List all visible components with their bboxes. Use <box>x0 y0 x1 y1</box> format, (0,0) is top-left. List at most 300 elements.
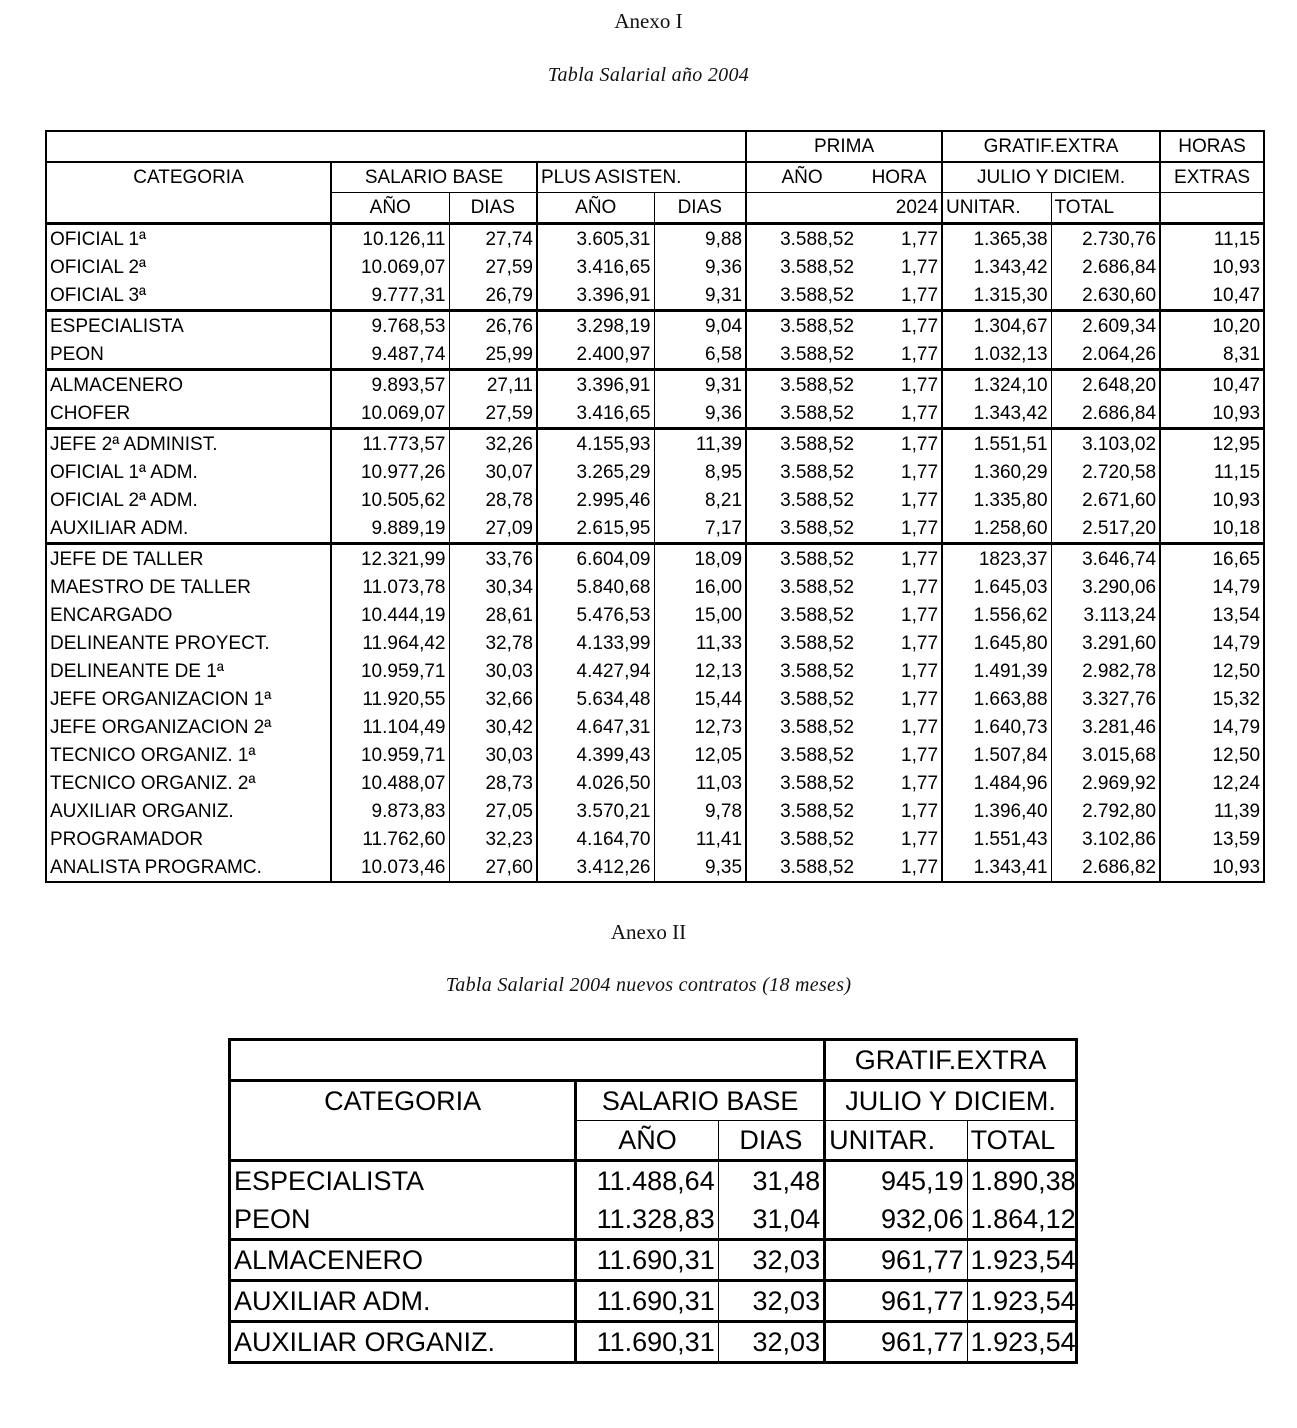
t1-value-cell: 1,77 <box>901 688 939 710</box>
t1-value-cell: 3.588,52 <box>746 281 857 311</box>
t1-value-cell: 9,35 <box>654 853 746 882</box>
t1-value-cell: 2.615,95 <box>537 514 654 544</box>
t2-value-cell: 1.923,54 <box>967 1322 1076 1363</box>
t1-value-cell: 4.155,93 <box>537 429 654 459</box>
t2-value-cell: 31,48 <box>718 1161 824 1201</box>
t1-value-cell: 28,78 <box>449 486 537 514</box>
t1-value-cell: 3.412,26 <box>537 853 654 882</box>
header-salario-base: SALARIO BASE <box>331 162 537 193</box>
t1-value-cell: 14,79 <box>1160 573 1264 601</box>
t1-value-cell: 3.281,46 <box>1051 713 1160 741</box>
t2-value-cell: 11.488,64 <box>576 1161 719 1201</box>
t1-value-cell: 1.556,62 <box>942 601 1051 629</box>
t1-category-cell: TECNICO ORGANIZ. 2ª <box>50 772 256 794</box>
t1-category-cell: PEON <box>50 343 104 365</box>
header-total: TOTAL <box>1051 193 1160 224</box>
t2-row <box>230 1200 1077 1240</box>
t1-value-cell: 2.686,84 <box>1051 253 1160 281</box>
t1-value-cell: 18,09 <box>654 544 746 574</box>
t1-value-cell: 11.920,55 <box>331 685 449 713</box>
t1-value-cell: 3.588,52 <box>746 825 857 853</box>
t1-value-cell: 16,00 <box>654 573 746 601</box>
t2-header-unitar: UNITAR. <box>825 1121 968 1161</box>
t1-value-cell: 12,24 <box>1160 769 1264 797</box>
t1-value-cell: 9,04 <box>654 311 746 341</box>
t1-value-cell: 1,77 <box>901 744 939 766</box>
t1-value-cell: 1,77 <box>901 800 939 822</box>
header-julio-diciembre: JULIO Y DICIEM. <box>942 162 1160 193</box>
t1-row <box>46 399 1264 429</box>
t1-value-cell: 1,77 <box>901 489 939 511</box>
t1-value-cell: 3.416,65 <box>537 399 654 429</box>
t1-value-cell: 12,50 <box>1160 741 1264 769</box>
t1-value-cell: 1.360,29 <box>942 458 1051 486</box>
t1-value-cell: 1.645,80 <box>942 629 1051 657</box>
t1-value-cell: 1.640,73 <box>942 713 1051 741</box>
salary-table-2004 <box>45 130 1265 883</box>
t2-header-salario-base: SALARIO BASE <box>576 1081 825 1121</box>
t1-value-cell: 10.073,46 <box>331 853 449 882</box>
t1-value-cell: 2.969,92 <box>1051 769 1160 797</box>
t1-value-cell: 12,95 <box>1160 429 1264 459</box>
header-extras: EXTRAS <box>1160 162 1264 193</box>
t1-value-cell: 6.604,09 <box>537 544 654 574</box>
t1-row <box>46 458 1264 486</box>
t1-value-cell: 11.964,42 <box>331 629 449 657</box>
header-prima: PRIMA <box>746 131 942 162</box>
t1-value-cell: 10.126,11 <box>331 224 449 254</box>
t2-header-blank <box>230 1040 825 1081</box>
t1-value-cell: 30,03 <box>449 657 537 685</box>
t1-value-cell: 32,66 <box>449 685 537 713</box>
t1-value-cell: 1,77 <box>901 402 939 424</box>
t1-row <box>46 486 1264 514</box>
t1-value-cell: 9,31 <box>654 281 746 311</box>
t1-value-cell: 3.588,52 <box>746 685 857 713</box>
header-horas: HORAS <box>1160 131 1264 162</box>
t1-value-cell: 10.959,71 <box>331 741 449 769</box>
t1-value-cell: 14,79 <box>1160 629 1264 657</box>
t1-value-cell: 15,32 <box>1160 685 1264 713</box>
header-categoria: CATEGORIA <box>46 162 331 193</box>
t2-value-cell: 1.923,54 <box>967 1281 1076 1322</box>
t1-category-cell: ANALISTA PROGRAMC. <box>50 856 262 878</box>
t2-value-cell: 32,03 <box>718 1240 824 1281</box>
t2-value-cell: 11.690,31 <box>576 1240 719 1281</box>
t1-value-cell: 3.588,52 <box>746 657 857 685</box>
t1-value-cell: 1,77 <box>857 370 942 400</box>
t1-value-cell: 8,31 <box>1160 340 1264 370</box>
t1-value-cell: 3.291,60 <box>1051 629 1160 657</box>
t1-value-cell: 2.730,76 <box>1051 224 1160 254</box>
header-blank <box>46 131 746 162</box>
t1-value-cell: 2.609,34 <box>1051 311 1160 341</box>
header-row-1 <box>46 131 1264 162</box>
t1-value-cell: 27,60 <box>449 853 537 882</box>
t1-value-cell: 9.777,31 <box>331 281 449 311</box>
t1-value-cell: 3.588,52 <box>746 486 857 514</box>
header-salario-dias: DIAS <box>449 193 537 224</box>
t1-value-cell: 10.444,19 <box>331 601 449 629</box>
t2-value-cell: 961,77 <box>825 1281 968 1322</box>
annex-2-subtitle: Tabla Salarial 2004 nuevos contratos (18 meses) <box>445 974 852 996</box>
t1-category-cell: JEFE ORGANIZACION 1ª <box>50 688 272 710</box>
t1-value-cell: 1.491,39 <box>942 657 1051 685</box>
t1-category-cell: CHOFER <box>50 402 131 424</box>
t1-value-cell: 1,77 <box>857 429 942 459</box>
t1-value-cell: 15,44 <box>654 685 746 713</box>
t1-value-cell: 5.476,53 <box>537 601 654 629</box>
t1-value-cell: 3.588,52 <box>746 629 857 657</box>
t1-value-cell: 4.164,70 <box>537 825 654 853</box>
t1-row <box>46 514 1264 544</box>
t1-value-cell: 7,17 <box>654 514 746 544</box>
t1-value-cell: 2.630,60 <box>1051 281 1160 311</box>
t2-value-cell: 32,03 <box>718 1281 824 1322</box>
t1-value-cell: 12,13 <box>654 657 746 685</box>
header-row-2 <box>46 162 1264 193</box>
t1-value-cell: 3.396,91 <box>537 370 654 400</box>
t2-value-cell: 11.690,31 <box>576 1322 719 1363</box>
t1-value-cell: 3.113,24 <box>1051 601 1160 629</box>
t1-category-cell: TECNICO ORGANIZ. 1ª <box>50 744 256 766</box>
t1-category-cell: ESPECIALISTA <box>46 311 331 341</box>
t1-value-cell: 10.977,26 <box>331 458 449 486</box>
t1-value-cell: 10,18 <box>1160 514 1264 544</box>
t1-value-cell: 3.646,74 <box>1051 544 1160 574</box>
t1-value-cell: 9.893,57 <box>331 370 449 400</box>
t1-value-cell: 27,59 <box>449 399 537 429</box>
t2-value-cell: 961,77 <box>825 1240 968 1281</box>
t1-value-cell: 10,93 <box>1160 486 1264 514</box>
t1-value-cell: 27,74 <box>449 224 537 254</box>
t2-value-cell: 932,06 <box>825 1200 968 1240</box>
annex-2-title: Anexo II <box>610 920 687 944</box>
t1-value-cell: 3.588,52 <box>746 544 857 574</box>
t1-value-cell: 5.840,68 <box>537 573 654 601</box>
t1-value-cell: 30,07 <box>449 458 537 486</box>
t1-value-cell: 3.588,52 <box>746 253 857 281</box>
t1-value-cell: 3.015,68 <box>1051 741 1160 769</box>
t1-value-cell: 3.588,52 <box>746 370 857 400</box>
t1-value-cell: 30,34 <box>449 573 537 601</box>
t1-value-cell: 1,77 <box>857 311 942 341</box>
t2-header-dias: DIAS <box>718 1121 824 1161</box>
t1-value-cell: 1.365,38 <box>942 224 1051 254</box>
t1-value-cell: 1,77 <box>901 856 939 878</box>
t2-header-row-2 <box>230 1081 1077 1121</box>
t1-value-cell: 2.686,82 <box>1051 853 1160 882</box>
t1-row <box>46 741 1264 769</box>
t1-value-cell: 3.298,19 <box>537 311 654 341</box>
t1-value-cell: 1.304,67 <box>942 311 1051 341</box>
t1-value-cell: 2.648,20 <box>1051 370 1160 400</box>
t1-value-cell: 30,42 <box>449 713 537 741</box>
t1-value-cell: 11.773,57 <box>331 429 449 459</box>
t1-row <box>46 311 1264 341</box>
t1-value-cell: 3.588,52 <box>746 458 857 486</box>
t1-value-cell: 15,00 <box>654 601 746 629</box>
salary-table-2004-body <box>46 224 1264 883</box>
salary-table-new-contracts-body <box>230 1161 1077 1363</box>
header-categoria-blank <box>46 193 331 224</box>
t1-row <box>46 769 1264 797</box>
t1-value-cell: 30,03 <box>449 741 537 769</box>
t1-value-cell: 28,61 <box>449 601 537 629</box>
header-row-3 <box>46 193 1264 224</box>
t1-value-cell: 2.686,84 <box>1051 399 1160 429</box>
t1-value-cell: 1.507,84 <box>942 741 1051 769</box>
t1-category-cell: DELINEANTE DE 1ª <box>50 660 224 682</box>
t1-row <box>46 601 1264 629</box>
t1-value-cell: 8,21 <box>654 486 746 514</box>
t1-value-cell: 1.315,30 <box>942 281 1051 311</box>
t1-value-cell: 12,73 <box>654 713 746 741</box>
t1-value-cell: 3.588,52 <box>746 853 857 882</box>
t2-category-cell: AUXILIAR ADM. <box>230 1281 576 1322</box>
annex-1-title: Anexo I <box>614 9 683 33</box>
t1-value-cell: 32,23 <box>449 825 537 853</box>
t1-value-cell: 9.889,19 <box>331 514 449 544</box>
t1-row <box>46 573 1264 601</box>
t1-category-cell: ALMACENERO <box>46 370 331 400</box>
t1-value-cell: 3.588,52 <box>746 601 857 629</box>
t1-value-cell: 10,20 <box>1160 311 1264 341</box>
t1-value-cell: 1,77 <box>901 343 939 365</box>
t1-value-cell: 3.588,52 <box>746 797 857 825</box>
t1-value-cell: 11.104,49 <box>331 713 449 741</box>
t1-value-cell: 12.321,99 <box>331 544 449 574</box>
t1-value-cell: 1,77 <box>901 660 939 682</box>
t1-value-cell: 9,31 <box>654 370 746 400</box>
t1-value-cell: 11,39 <box>654 429 746 459</box>
t1-value-cell: 1,77 <box>901 604 939 626</box>
t1-value-cell: 2.792,80 <box>1051 797 1160 825</box>
t2-value-cell: 1.890,38 <box>967 1161 1076 1201</box>
t1-category-cell: DELINEANTE PROYECT. <box>50 632 270 654</box>
t2-header-julio-diciembre: JULIO Y DICIEM. <box>825 1081 1077 1121</box>
t1-value-cell: 1823,37 <box>942 544 1051 574</box>
t1-value-cell: 4.399,43 <box>537 741 654 769</box>
t1-value-cell: 3.588,52 <box>746 741 857 769</box>
t1-row <box>46 657 1264 685</box>
t1-value-cell: 3.605,31 <box>537 224 654 254</box>
t1-value-cell: 13,54 <box>1160 601 1264 629</box>
t1-value-cell: 1,77 <box>857 544 942 574</box>
t1-value-cell: 9.873,83 <box>331 797 449 825</box>
t1-value-cell: 9.487,74 <box>331 340 449 370</box>
t1-category-cell: OFICIAL 2ª <box>50 256 147 278</box>
t1-value-cell: 3.588,52 <box>746 399 857 429</box>
t1-row <box>46 281 1264 311</box>
t1-value-cell: 1.663,88 <box>942 685 1051 713</box>
t1-value-cell: 10.505,62 <box>331 486 449 514</box>
t1-row <box>46 340 1264 370</box>
header-prima-hora: HORA <box>857 162 942 193</box>
t1-category-cell: OFICIAL 1ª <box>46 224 331 254</box>
t2-value-cell: 31,04 <box>718 1200 824 1240</box>
t1-row <box>46 629 1264 657</box>
header-prima-blank <box>746 193 857 224</box>
t1-value-cell: 3.396,91 <box>537 281 654 311</box>
annex-1-subtitle: Tabla Salarial año 2004 <box>547 64 750 86</box>
t2-value-cell: 961,77 <box>825 1322 968 1363</box>
t1-value-cell: 11.073,78 <box>331 573 449 601</box>
t1-value-cell: 32,78 <box>449 629 537 657</box>
t1-value-cell: 1,77 <box>901 461 939 483</box>
t2-category-cell: AUXILIAR ORGANIZ. <box>230 1322 576 1363</box>
t1-value-cell: 5.634,48 <box>537 685 654 713</box>
t1-value-cell: 3.588,52 <box>746 573 857 601</box>
t1-category-cell: JEFE 2ª ADMINIST. <box>46 429 331 459</box>
t1-value-cell: 33,76 <box>449 544 537 574</box>
t1-value-cell: 3.588,52 <box>746 429 857 459</box>
t1-value-cell: 9,36 <box>654 253 746 281</box>
t1-value-cell: 3.327,76 <box>1051 685 1160 713</box>
t1-value-cell: 1.645,03 <box>942 573 1051 601</box>
salary-table-new-contracts <box>228 1038 1078 1364</box>
t1-category-cell: OFICIAL 2ª ADM. <box>50 489 198 511</box>
t1-value-cell: 11,03 <box>654 769 746 797</box>
t1-value-cell: 1.258,60 <box>942 514 1051 544</box>
t1-value-cell: 2.671,60 <box>1051 486 1160 514</box>
t2-value-cell: 945,19 <box>825 1161 968 1201</box>
t1-value-cell: 12,50 <box>1160 657 1264 685</box>
t1-row <box>46 825 1264 853</box>
t2-row <box>230 1322 1077 1363</box>
t2-header-row-3 <box>230 1121 1077 1161</box>
t1-value-cell: 6,58 <box>654 340 746 370</box>
t1-value-cell: 10,93 <box>1160 253 1264 281</box>
t1-value-cell: 1.335,80 <box>942 486 1051 514</box>
t1-value-cell: 28,73 <box>449 769 537 797</box>
t1-value-cell: 27,05 <box>449 797 537 825</box>
t1-value-cell: 11,33 <box>654 629 746 657</box>
t1-value-cell: 27,11 <box>449 370 537 400</box>
t2-category-cell: PEON <box>234 1203 311 1234</box>
t1-value-cell: 3.290,06 <box>1051 573 1160 601</box>
t1-value-cell: 3.588,52 <box>746 340 857 370</box>
t1-value-cell: 1,77 <box>901 576 939 598</box>
t1-value-cell: 13,59 <box>1160 825 1264 853</box>
t2-value-cell: 11.328,83 <box>576 1200 719 1240</box>
t1-value-cell: 2.400,97 <box>537 340 654 370</box>
t1-value-cell: 32,26 <box>449 429 537 459</box>
t2-value-cell: 32,03 <box>718 1322 824 1363</box>
t2-value-cell: 11.690,31 <box>576 1281 719 1322</box>
t1-value-cell: 10.069,07 <box>331 399 449 429</box>
t1-value-cell: 12,05 <box>654 741 746 769</box>
header-unitar: UNITAR. <box>942 193 1051 224</box>
t1-value-cell: 1,77 <box>901 632 939 654</box>
t1-value-cell: 11,39 <box>1160 797 1264 825</box>
t1-category-cell: MAESTRO DE TALLER <box>50 576 251 598</box>
t1-category-cell: AUXILIAR ORGANIZ. <box>50 800 234 822</box>
t2-header-anio: AÑO <box>576 1121 719 1161</box>
t1-value-cell: 4.026,50 <box>537 769 654 797</box>
t1-value-cell: 10,93 <box>1160 853 1264 882</box>
t1-category-cell: AUXILIAR ADM. <box>50 517 189 539</box>
header-plus-asistencia: PLUS ASISTEN. <box>537 162 746 193</box>
header-plus-dias: DIAS <box>654 193 746 224</box>
t1-row <box>46 224 1264 254</box>
t1-value-cell: 3.588,52 <box>746 311 857 341</box>
header-hora-2024: 2024 <box>857 193 942 224</box>
t1-value-cell: 10,93 <box>1160 399 1264 429</box>
t1-value-cell: 1.343,41 <box>942 853 1051 882</box>
t1-value-cell: 2.982,78 <box>1051 657 1160 685</box>
t1-value-cell: 2.064,26 <box>1051 340 1160 370</box>
t2-row <box>230 1161 1077 1201</box>
t1-value-cell: 2.995,46 <box>537 486 654 514</box>
t1-value-cell: 4.647,31 <box>537 713 654 741</box>
t2-category-cell: ALMACENERO <box>230 1240 576 1281</box>
t1-value-cell: 26,79 <box>449 281 537 311</box>
t1-value-cell: 11,41 <box>654 825 746 853</box>
t1-row <box>46 685 1264 713</box>
t2-category-cell: ESPECIALISTA <box>230 1161 576 1201</box>
t1-value-cell: 26,76 <box>449 311 537 341</box>
t1-value-cell: 9,78 <box>654 797 746 825</box>
t1-value-cell: 9.768,53 <box>331 311 449 341</box>
t1-row <box>46 853 1264 882</box>
t1-value-cell: 25,99 <box>449 340 537 370</box>
t2-header-total: TOTAL <box>967 1121 1076 1161</box>
t1-value-cell: 3.588,52 <box>746 224 857 254</box>
t1-value-cell: 2.720,58 <box>1051 458 1160 486</box>
t1-value-cell: 1,77 <box>901 716 939 738</box>
t1-row <box>46 253 1264 281</box>
t2-header-row-1 <box>230 1040 1077 1081</box>
t1-value-cell: 3.588,52 <box>746 713 857 741</box>
t1-value-cell: 1,77 <box>901 256 939 278</box>
t1-row <box>46 370 1264 400</box>
header-salario-anio: AÑO <box>331 193 449 224</box>
t1-value-cell: 14,79 <box>1160 713 1264 741</box>
t1-value-cell: 3.570,21 <box>537 797 654 825</box>
t1-value-cell: 3.103,02 <box>1051 429 1160 459</box>
t1-value-cell: 1.324,10 <box>942 370 1051 400</box>
t1-value-cell: 1,77 <box>901 772 939 794</box>
t1-value-cell: 1.343,42 <box>942 253 1051 281</box>
t1-category-cell: JEFE ORGANIZACION 2ª <box>50 716 272 738</box>
header-gratif-extra: GRATIF.EXTRA <box>942 131 1160 162</box>
t1-category-cell: PROGRAMADOR <box>50 828 204 850</box>
t1-value-cell: 10.959,71 <box>331 657 449 685</box>
header-plus-anio: AÑO <box>537 193 654 224</box>
t1-value-cell: 1,77 <box>901 828 939 850</box>
t1-row <box>46 797 1264 825</box>
t1-value-cell: 4.427,94 <box>537 657 654 685</box>
t1-value-cell: 3.588,52 <box>746 769 857 797</box>
t2-value-cell: 1.864,12 <box>967 1200 1076 1240</box>
t1-category-cell: OFICIAL 3ª <box>50 284 147 306</box>
t1-category-cell: OFICIAL 1ª ADM. <box>50 461 198 483</box>
t1-value-cell: 1.551,51 <box>942 429 1051 459</box>
t1-value-cell: 9,36 <box>654 399 746 429</box>
t1-value-cell: 1.551,43 <box>942 825 1051 853</box>
t2-header-gratif-extra: GRATIF.EXTRA <box>825 1040 1077 1081</box>
header-prima-anio: AÑO <box>746 162 857 193</box>
t2-value-cell: 1.923,54 <box>967 1240 1076 1281</box>
t1-value-cell: 11.762,60 <box>331 825 449 853</box>
t1-value-cell: 1.396,40 <box>942 797 1051 825</box>
t1-value-cell: 1,77 <box>901 284 939 306</box>
t2-header-categoria: CATEGORIA <box>230 1081 576 1121</box>
t1-value-cell: 3.588,52 <box>746 514 857 544</box>
t1-value-cell: 9,88 <box>654 224 746 254</box>
t1-value-cell: 3.265,29 <box>537 458 654 486</box>
